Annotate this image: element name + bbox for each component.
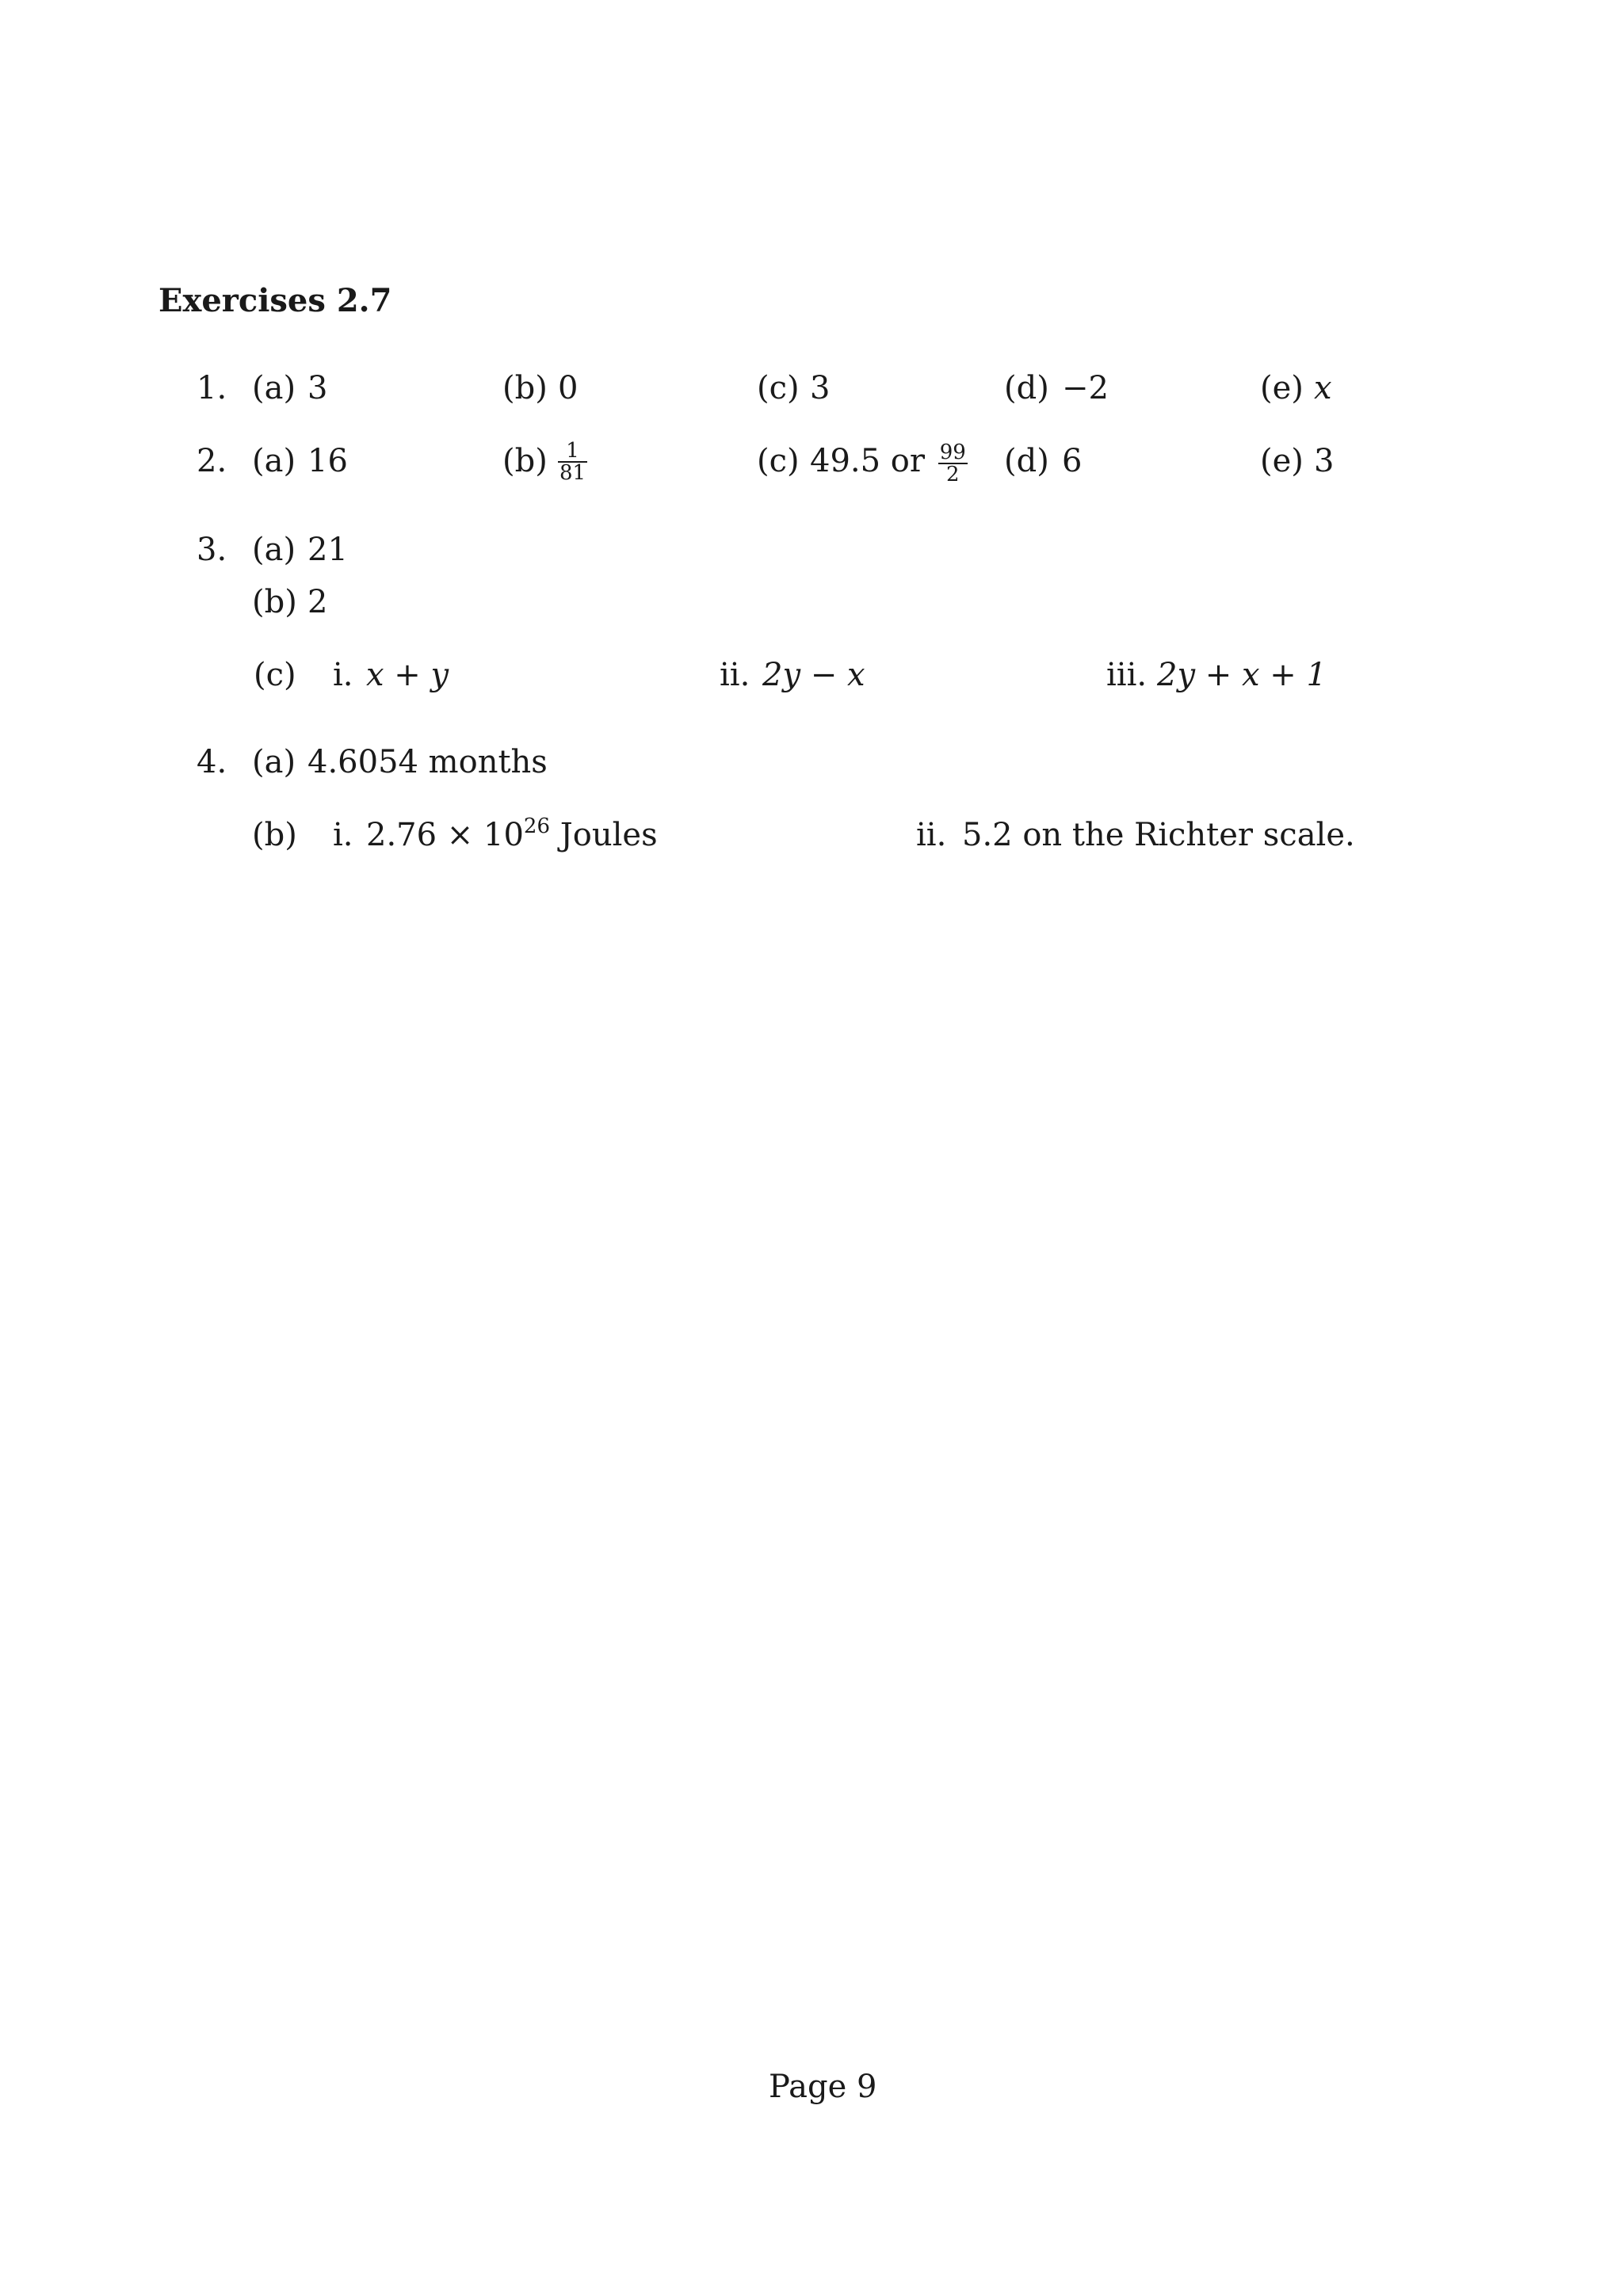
q1-d-label: (d) — [1004, 370, 1049, 406]
q2-number: 2. — [197, 443, 227, 479]
q4-a-answer: 4.6054 months — [307, 744, 548, 780]
q4-b-ii-answer: 5.2 on the Richter scale. — [962, 817, 1355, 853]
q3-c-iii-answer: 2y + x + 1 — [1157, 657, 1327, 693]
q3-c-ii-answer: 2y − x — [762, 657, 865, 693]
q1-c-label: (c) — [757, 370, 800, 406]
q4-b-ii-label: ii. — [916, 817, 947, 853]
q1-a-answer: 3 — [307, 370, 328, 406]
q4-b-i-unit: Joules — [559, 817, 658, 853]
q2-d-answer: 6 — [1062, 443, 1083, 479]
q2-a-label: (a) — [252, 443, 296, 479]
q2-d-label: (d) — [1004, 443, 1049, 479]
q2-b-numerator: 1 — [558, 441, 587, 463]
q2-b-fraction — [558, 441, 587, 483]
q3-a-answer: 21 — [307, 532, 348, 568]
q3-b-label: (b) — [252, 584, 297, 620]
q3-c-i-answer: x + y — [366, 657, 449, 693]
page-number: Page 9 — [769, 2069, 877, 2105]
q1-d-answer: −2 — [1062, 370, 1109, 406]
q1-b-answer: 0 — [558, 370, 579, 406]
q2-c-decimal: 49.5 or — [810, 443, 925, 479]
q2-c-fraction — [938, 442, 968, 485]
q4-number: 4. — [197, 744, 227, 780]
q2-b-answer — [555, 441, 587, 483]
q3-c-iii-label: iii. — [1106, 657, 1148, 693]
q1-e-label: (e) — [1260, 370, 1304, 406]
q1-c-answer: 3 — [810, 370, 831, 406]
q2-b-label: (b) — [502, 443, 548, 479]
q2-c-answer — [810, 442, 968, 485]
q4-a-label: (a) — [252, 744, 296, 780]
q4-b-i-label: i. — [333, 817, 353, 853]
q2-c-label: (c) — [757, 443, 800, 479]
q3-c-ii-label: ii. — [720, 657, 750, 693]
q3-b-answer: 2 — [307, 584, 328, 620]
q4-b-label: (b) — [252, 817, 297, 853]
q1-number: 1. — [197, 370, 227, 406]
q3-c-label: (c) — [254, 657, 296, 693]
q3-c-i-label: i. — [333, 657, 353, 693]
q2-e-label: (e) — [1260, 443, 1304, 479]
q2-e-answer: 3 — [1314, 443, 1335, 479]
q1-a-label: (a) — [252, 370, 296, 406]
q1-e-answer: x — [1314, 370, 1332, 406]
q2-c-numerator: 99 — [939, 441, 966, 464]
q4-b-i-exponent: 26 — [523, 814, 550, 838]
q4-b-i-answer — [366, 816, 658, 854]
q3-number: 3. — [197, 532, 227, 568]
q2-c-denominator: 2 — [945, 463, 960, 486]
q4-b-i-base: 2.76 × 10 — [366, 817, 524, 853]
q3-a-label: (a) — [252, 532, 296, 568]
section-heading: Exercises 2.7 — [158, 282, 392, 319]
q2-a-answer: 16 — [307, 443, 348, 479]
q2-b-denominator: 81 — [559, 461, 586, 485]
q1-b-label: (b) — [502, 370, 548, 406]
